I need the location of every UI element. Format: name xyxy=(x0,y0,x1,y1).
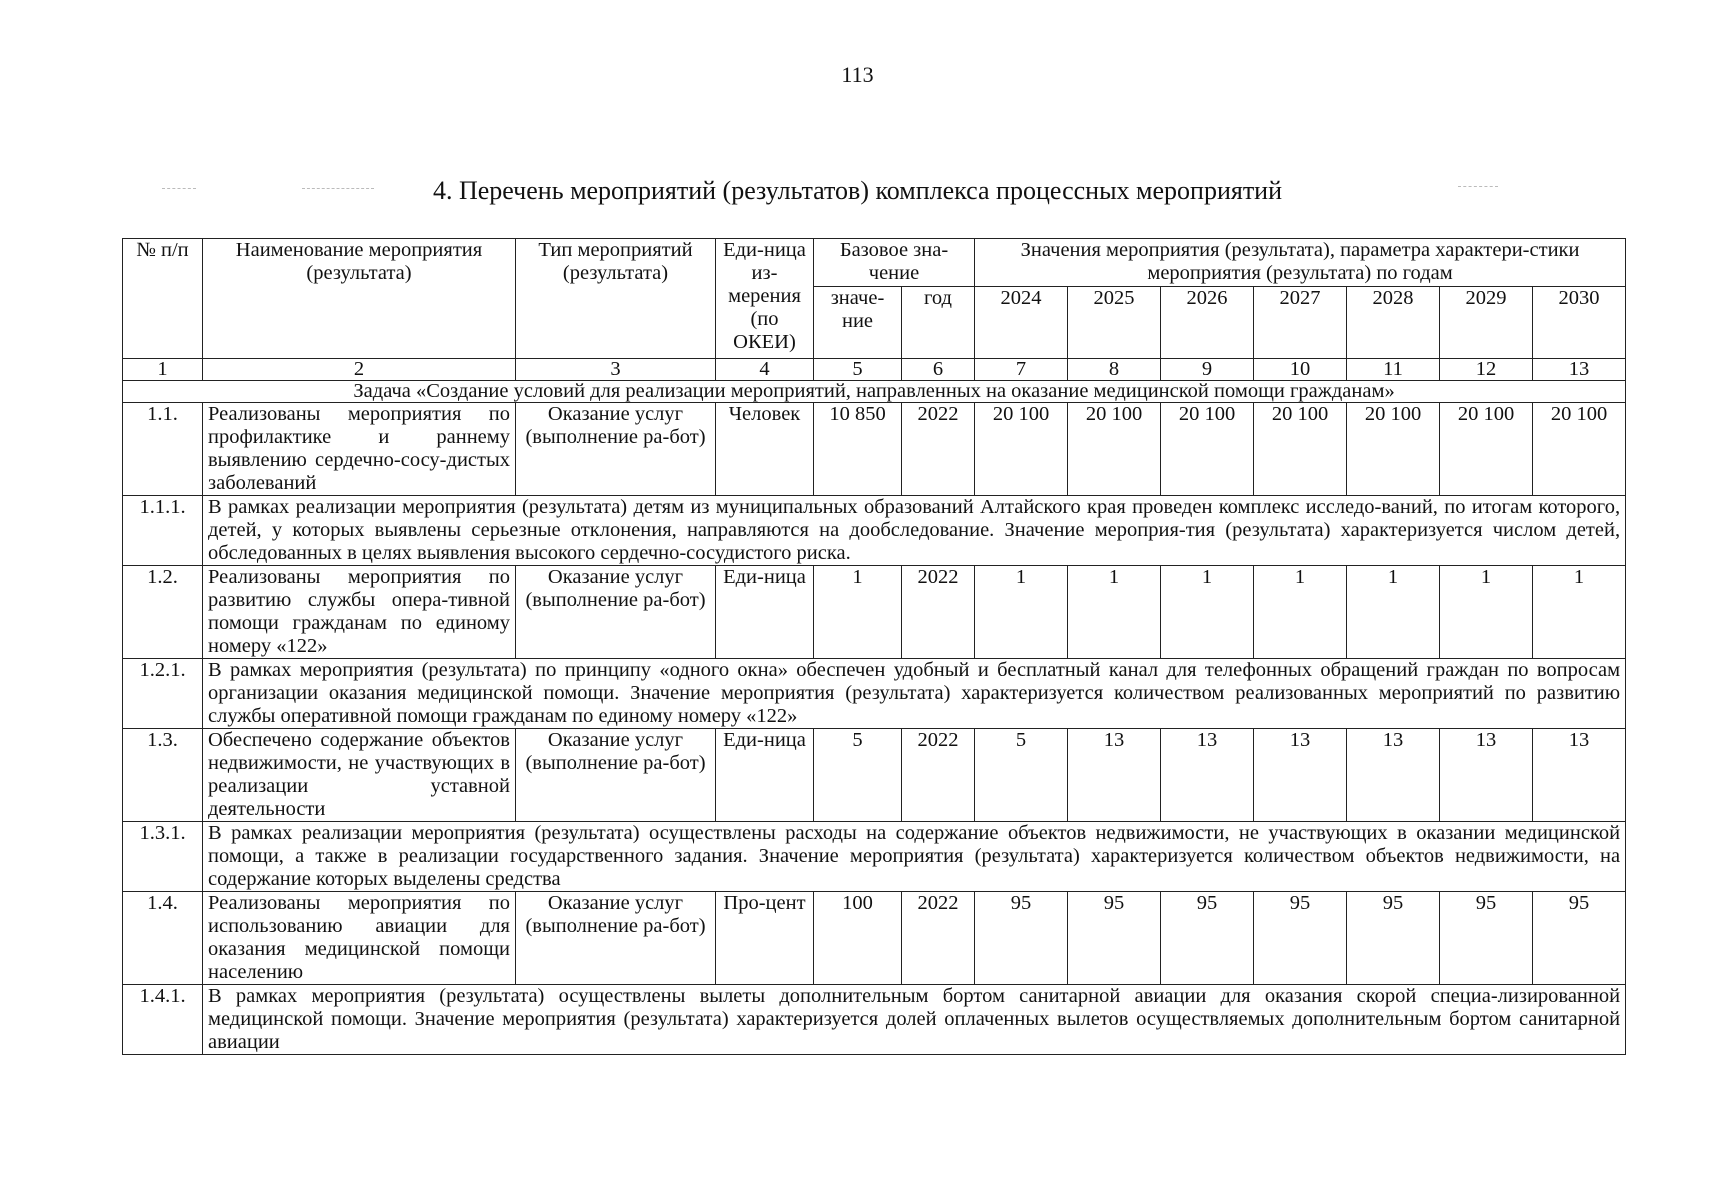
base-value: 10 850 xyxy=(814,403,902,496)
base-year: 2022 xyxy=(902,729,975,822)
description-row xyxy=(123,659,1626,729)
activity-unit: Человек xyxy=(716,403,814,496)
description-row xyxy=(123,496,1626,566)
column-number-row xyxy=(123,359,1626,381)
description-text: В рамках мероприятия (результата) осуществлены вылеты дополнительным бортом санитарной авиации для оказания скорой специа-лизированной медицинской помощи. Значение мероприятия (результата) характеризуется долей оплаченных вылетов осуществляемых дополнительным бортом санитарной авиации xyxy=(203,985,1626,1055)
column-number: 5 xyxy=(814,359,902,381)
year-value: 13 xyxy=(1161,729,1254,822)
year-value: 1 xyxy=(975,566,1068,659)
activity-row xyxy=(123,566,1626,659)
header-year: 2028 xyxy=(1347,287,1440,359)
description-number: 1.2.1. xyxy=(123,659,203,729)
description-number: 1.1.1. xyxy=(123,496,203,566)
year-value: 95 xyxy=(1347,892,1440,985)
year-value: 20 100 xyxy=(975,403,1068,496)
activity-number: 1.4. xyxy=(123,892,203,985)
column-number: 1 xyxy=(123,359,203,381)
year-value: 20 100 xyxy=(1347,403,1440,496)
year-value: 1 xyxy=(1533,566,1626,659)
base-value: 100 xyxy=(814,892,902,985)
header-base: Базовое зна-чение xyxy=(814,239,975,287)
header-num: № п/п xyxy=(123,239,203,359)
column-number: 9 xyxy=(1161,359,1254,381)
year-value: 1 xyxy=(1254,566,1347,659)
activities-table xyxy=(122,238,1626,1055)
year-value: 95 xyxy=(1161,892,1254,985)
year-value: 95 xyxy=(1254,892,1347,985)
year-value: 95 xyxy=(1533,892,1626,985)
page-number: 113 xyxy=(841,62,874,87)
task-row xyxy=(123,381,1626,403)
year-value: 1 xyxy=(1068,566,1161,659)
header-base-value: значе-ние xyxy=(814,287,902,359)
header-name: Наименование мероприятия (результата) xyxy=(203,239,516,359)
activity-number: 1.3. xyxy=(123,729,203,822)
description-number: 1.3.1. xyxy=(123,822,203,892)
column-number: 11 xyxy=(1347,359,1440,381)
column-number: 3 xyxy=(516,359,716,381)
header-year: 2027 xyxy=(1254,287,1347,359)
base-year: 2022 xyxy=(902,892,975,985)
base-year: 2022 xyxy=(902,403,975,496)
header-type: Тип мероприятий (результата) xyxy=(516,239,716,359)
column-number: 8 xyxy=(1068,359,1161,381)
year-value: 13 xyxy=(1347,729,1440,822)
activity-name: Реализованы мероприятия по профилактике и раннему выявлению сердечно-сосу-дистых заболеваний xyxy=(203,403,516,496)
column-number: 6 xyxy=(902,359,975,381)
year-value: 20 100 xyxy=(1161,403,1254,496)
description-number: 1.4.1. xyxy=(123,985,203,1055)
column-number: 13 xyxy=(1533,359,1626,381)
activity-name: Реализованы мероприятия по использованию авиации для оказания медицинской помощи населению xyxy=(203,892,516,985)
activity-unit: Про-цент xyxy=(716,892,814,985)
column-number: 12 xyxy=(1440,359,1533,381)
year-value: 13 xyxy=(1254,729,1347,822)
column-number: 10 xyxy=(1254,359,1347,381)
header-year: 2030 xyxy=(1533,287,1626,359)
header-unit: Еди-ница из-мерения (по ОКЕИ) xyxy=(716,239,814,359)
description-text: В рамках реализации мероприятия (результата) осуществлены расходы на содержание объектов недвижимости, не участвующих в оказании медицинской помощи, а также в реализации государственного задания. Значение мероприятия (результата) характеризуется количеством объектов недвижимости, на содержание которых выделены средства xyxy=(203,822,1626,892)
activity-type: Оказание услуг (выполнение ра-бот) xyxy=(516,403,716,496)
year-value: 95 xyxy=(975,892,1068,985)
base-value: 5 xyxy=(814,729,902,822)
header-year: 2025 xyxy=(1068,287,1161,359)
column-number: 2 xyxy=(203,359,516,381)
year-value: 13 xyxy=(1533,729,1626,822)
activity-number: 1.2. xyxy=(123,566,203,659)
base-year: 2022 xyxy=(902,566,975,659)
header-year: 2024 xyxy=(975,287,1068,359)
activity-type: Оказание услуг (выполнение ра-бот) xyxy=(516,729,716,822)
task-text: Задача «Создание условий для реализации мероприятий, направленных на оказание медицинской помощи гражданам» xyxy=(123,381,1626,403)
column-number: 7 xyxy=(975,359,1068,381)
header-year: 2029 xyxy=(1440,287,1533,359)
activity-name: Реализованы мероприятия по развитию службы опера-тивной помощи гражданам по единому номеру «122» xyxy=(203,566,516,659)
header-values: Значения мероприятия (результата), параметра характери-стики мероприятия (результата) по годам xyxy=(975,239,1626,287)
activity-row xyxy=(123,729,1626,822)
year-value: 1 xyxy=(1347,566,1440,659)
activity-unit: Еди-ница xyxy=(716,566,814,659)
section-title: 4. Перечень мероприятий (результатов) комплекса процессных мероприятий xyxy=(432,176,1283,205)
description-text: В рамках мероприятия (результата) по принципу «одного окна» обеспечен удобный и бесплатный канал для телефонных обращений граждан по вопросам организации оказания медицинской помощи. Значение мероприятия (результата) характеризуется количеством реализованных мероприятий по развитию службы оперативной помощи гражданам по единому номеру «122» xyxy=(203,659,1626,729)
year-value: 13 xyxy=(1068,729,1161,822)
year-value: 95 xyxy=(1440,892,1533,985)
activity-type: Оказание услуг (выполнение ра-бот) xyxy=(516,566,716,659)
activity-row xyxy=(123,403,1626,496)
year-value: 95 xyxy=(1068,892,1161,985)
description-row xyxy=(123,822,1626,892)
year-value: 20 100 xyxy=(1533,403,1626,496)
header-year: 2026 xyxy=(1161,287,1254,359)
activity-name: Обеспечено содержание объектов недвижимости, не участвующих в реализации уставной деятельности xyxy=(203,729,516,822)
header-base-year: год xyxy=(902,287,975,359)
year-value: 1 xyxy=(1440,566,1533,659)
year-value: 20 100 xyxy=(1440,403,1533,496)
description-row xyxy=(123,985,1626,1055)
activity-number: 1.1. xyxy=(123,403,203,496)
year-value: 1 xyxy=(1161,566,1254,659)
header-row xyxy=(123,239,1626,287)
year-value: 20 100 xyxy=(1068,403,1161,496)
activity-row xyxy=(123,892,1626,985)
year-value: 13 xyxy=(1440,729,1533,822)
description-text: В рамках реализации мероприятия (результата) детям из муниципальных образований Алтайского края проведен комплекс исследо-ваний, по итогам которого, детей, у которых выявлены серьезные отклонения, направляются на дообследование. Значение мероприя-тия (результата) характеризуется числом детей, обследованных в целях выявления высокого сердечно-сосудистого риска. xyxy=(203,496,1626,566)
base-value: 1 xyxy=(814,566,902,659)
activity-type: Оказание услуг (выполнение ра-бот) xyxy=(516,892,716,985)
year-value: 20 100 xyxy=(1254,403,1347,496)
activity-unit: Еди-ница xyxy=(716,729,814,822)
column-number: 4 xyxy=(716,359,814,381)
year-value: 5 xyxy=(975,729,1068,822)
